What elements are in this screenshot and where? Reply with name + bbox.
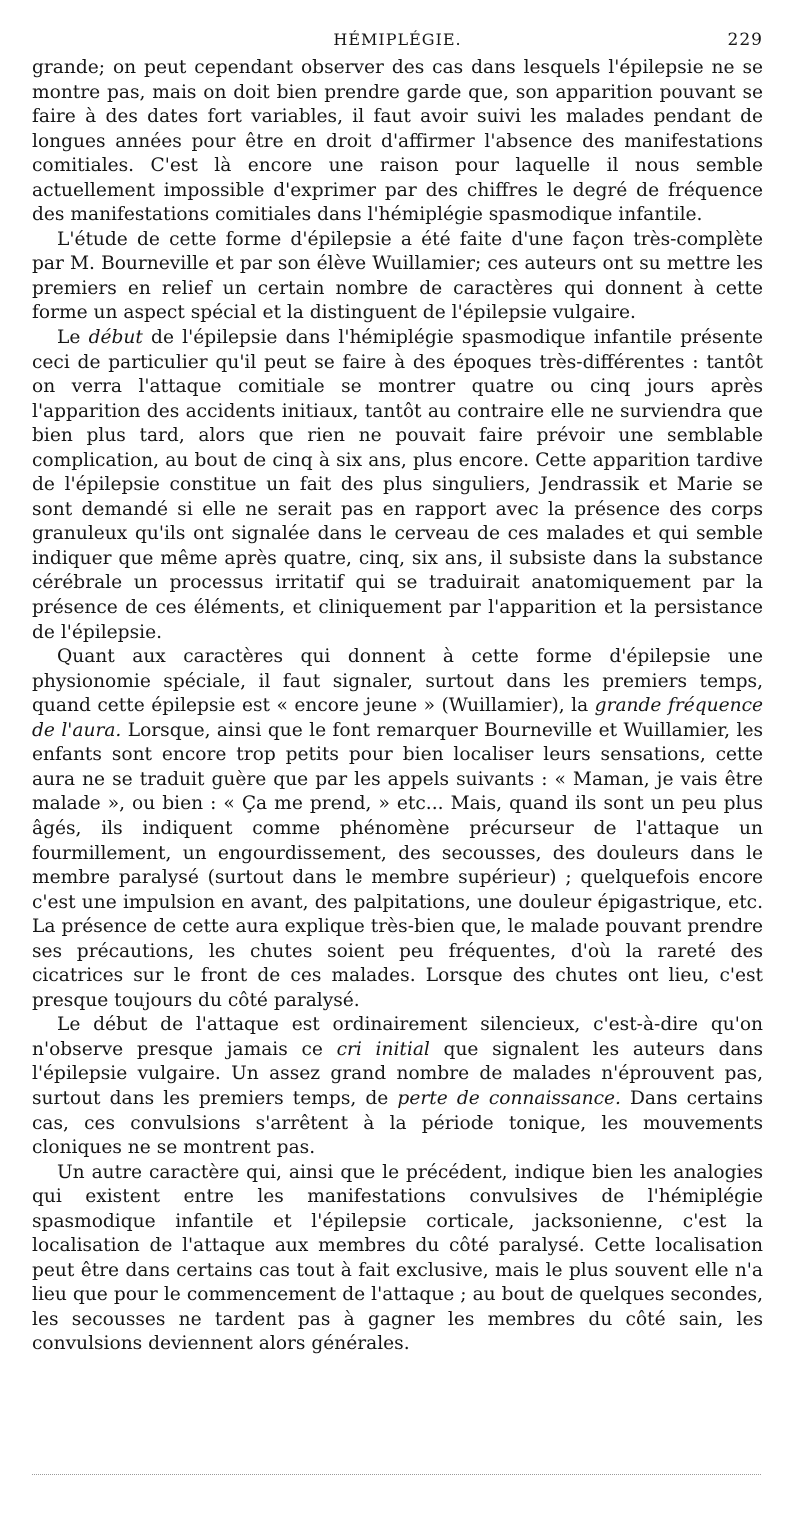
paragraph [32,56,763,228]
body-text [32,56,763,1357]
paragraph [32,326,763,645]
text-run: Le début de l'attaque est ordinairement silencieux, c'est-à-dire qu'on n'observe presque jamais ce [32,1014,763,1060]
emphasis: cri initial [336,1038,430,1060]
text-run: Dans certains cas, ces convulsions s'arrêtent à la période tonique, les mouvements cloniques ne se montrent pas. [32,1087,763,1159]
emphasis: grande fréquence de l'aura. [32,695,763,741]
paragraph [32,1161,763,1357]
text-run: Le [57,327,89,349]
text-run: Un autre caractère qui, ainsi que le précédent, indique bien les analogies qui existent entre les manifestations convulsives de l'hémiplégie spasmodique infantile et l'épilepsie corticale, jacksonienne, c'est la localisation de l'attaque aux membres du côté paralysé. Cette localisation peut être dans certains cas tout à fait exclusive, mais le plus souvent elle n'a lieu que pour le commencement de l'attaque ; au bout de quelques secondes, les secousses ne tardent pas à gagner les membres du côté sain, les convulsions deviennent alors générales. [32,1161,763,1355]
bottom-rule [32,1474,761,1475]
text-run: Lorsque, ainsi que le font remarquer Bourneville et Wuillamier, les enfants sont encore trop petits pour bien localiser leurs sensations, cette aura ne se traduit guère que par les appels suivants : « Maman, je vais être malade », ou bien : « Ça me prend, » etc... Mais, quand ils sont un peu plus âgés, ils indiquent comme phénomène précurseur de l'attaque un fourmillement, un engourdissement, des secousses, des douleurs dans le membre paralysé (surtout dans le membre supérieur) ; quelquefois encore c'est une impulsion en avant, des palpitations, une douleur épigastrique, etc. La présence de cette aura explique très-bien que, le malade pouvant prendre ses précautions, les chutes soient peu fréquentes, d'où la rareté des cicatrices sur le front de ces malades. Lorsque des chutes ont lieu, c'est presque toujours du côté paralysé. [32,719,763,1011]
paragraph [32,228,763,326]
text-run: que signalent les auteurs dans l'épilepsie vulgaire. Un assez grand nombre de malades n'éprouvent pas, surtout dans les premiers temps, de [32,1038,763,1109]
emphasis: début [88,327,143,349]
text-run: Quant aux caractères qui donnent à cette forme d'épilepsie une physionomie spéciale, il faut signaler, surtout dans les premiers temps, quand cette épilepsie est « encore jeune » (Wuillamier), la [32,646,763,717]
text-run: de l'épilepsie dans l'hémiplégie spasmodique infantile présente ceci de particulier qu'il peut se faire à des époques très-différentes : tantôt on verra l'attaque comitiale se montrer quatre ou cinq jours après l'apparition des accidents initiaux, tantôt au contraire elle ne surviendra que bien plus tard, alors que rien ne pouvait faire prévoir une semblable complication, au bout de cinq à six ans, plus encore. Cette apparition tardive de l'épilepsie constitue un fait des plus singuliers, Jendrassik et Marie se sont demandé si elle ne serait pas en rapport avec la présence des corps granuleux qu'ils ont signalée dans le cerveau de ces malades et qui semble indiquer que même après quatre, cinq, six ans, il subsiste dans la substance cérébrale un processus irritatif qui se traduirait anatomiquement par la présence de ces éléments, et cliniquement par l'apparition et la persistance de l'épilepsie. [32,327,764,643]
paragraph [32,1013,763,1160]
text-run: L'étude de cette forme d'épilepsie a été faite d'une façon très-complète par M. Bourneville et par son élève Wuillamier; ces auteurs ont su mettre les premiers en relief un certain nombre de caractères qui donnent à cette forme un aspect spécial et la distinguent de l'épilepsie vulgaire. [32,228,763,324]
document-page [32,30,763,1357]
text-run: grande; on peut cependant observer des cas dans lesquels l'épilepsie ne se montre pas, mais on doit bien prendre garde que, son apparition pouvant se faire à des dates fort variables, il faut avoir suivi les malades pendant de longues années pour être en droit d'affirmer l'absence des manifestations comitiales. C'est là encore une raison pour laquelle il nous semble actuellement impossible d'exprimer par des chiffres le degré de fréquence des manifestations comitiales dans l'hémiplégie spasmodique infantile. [32,57,763,226]
running-head [32,30,763,56]
paragraph [32,645,763,1013]
emphasis: perte de connaissance. [397,1087,621,1109]
running-title: HÉMIPLÉGIE. [333,30,462,49]
page-number: 229 [727,30,763,50]
